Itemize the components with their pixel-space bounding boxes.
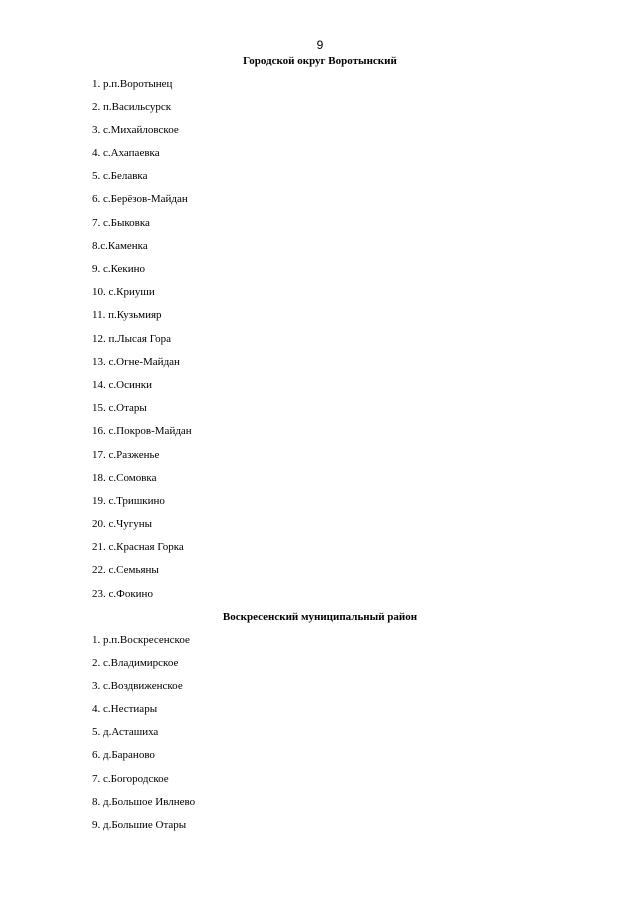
list-item [92,587,640,610]
item-number: 6. [92,193,103,206]
list-item [92,725,640,748]
settlement-name: п.Лысая Гора [108,332,171,345]
item-number: 5. [92,170,103,183]
list-item [92,77,640,100]
section-title: Городской округ Воротынский [243,55,397,67]
item-number: 22. [92,564,109,577]
item-number: 21. [92,541,109,554]
item-number: 19. [92,494,109,507]
settlement-name: д.Бараново [103,749,155,762]
list-item [92,471,640,494]
list-item [92,332,640,355]
settlement-list [0,633,640,842]
settlement-name: д.Асташиха [103,726,159,739]
list-item [92,169,640,192]
list-item [92,563,640,586]
item-number: 7. [92,772,103,785]
settlement-name: с.Разженье [108,448,160,461]
section-title: Воскресенский муниципальный район [222,611,418,623]
item-number: 23. [92,587,109,600]
settlement-name: п.Кузьмияр [108,309,162,322]
list-item [92,633,640,656]
item-number: 16. [92,425,109,438]
settlement-name: с.Осинки [108,378,152,391]
list-item [92,448,640,471]
settlement-name: с.Огне-Майдан [108,355,180,368]
item-number: 8. [92,795,103,808]
settlement-name: с.Богородское [103,772,169,785]
list-item [92,378,640,401]
item-number: 20. [92,518,109,531]
list-item [92,192,640,215]
list-item [92,355,640,378]
item-number: 1. [92,77,103,90]
list-item [92,216,640,239]
item-number: 13. [92,355,109,368]
settlement-name: д.Большое Ивлнево [103,795,196,808]
list-item [92,656,640,679]
item-number: 9. [92,263,103,275]
settlement-name: с.Сомовка [108,471,157,484]
list-item [92,748,640,771]
settlement-name: д.Большие Отары [103,819,187,831]
settlement-name: р.п.Воротынец [103,77,173,90]
settlement-name: с.Чугуны [108,518,153,531]
settlement-name: с.Фокино [108,587,153,600]
item-number: 6. [92,749,103,762]
list-item [92,401,640,424]
item-number: 2. [92,100,103,113]
list-item [92,146,640,169]
list-item [92,239,640,262]
settlement-name: с.Каменка [100,239,148,252]
list-item [92,795,640,818]
item-number: 9. [92,819,103,831]
list-item [92,494,640,517]
settlement-name: с.Владимирское [103,656,179,669]
item-number: 4. [92,703,103,716]
settlement-name: с.Семьяны [108,564,159,577]
settlement-name: с.Белавка [103,170,148,183]
item-number: 2. [92,656,103,669]
list-item [92,818,640,841]
item-number: 17. [92,448,109,461]
item-number: 18. [92,471,109,484]
settlement-name: п.Васильсурск [103,100,172,113]
item-number: 8. [92,239,101,252]
list-item [92,540,640,563]
page-number: 9 [316,38,324,52]
settlement-name: с.Берёзов-Майдан [103,193,188,206]
list-item [92,679,640,702]
settlement-name: с.Криуши [108,286,155,299]
settlement-name: с.Отары [108,402,147,415]
item-number: 5. [92,726,103,739]
list-item [92,262,640,285]
settlement-name: с.Нестиары [103,703,158,716]
list-item [92,100,640,123]
item-number: 15. [92,402,109,415]
settlement-name: с.Покров-Майдан [108,425,192,438]
item-number: 3. [92,123,103,136]
item-number: 7. [92,216,103,229]
settlement-name: с.Кекино [103,263,146,275]
settlement-name: с.Михайловское [103,123,179,136]
list-item [92,123,640,146]
item-number: 1. [92,633,103,646]
list-item [92,285,640,308]
settlement-name: с.Воздвиженское [103,679,183,692]
item-number: 11. [92,309,109,322]
item-number: 12. [92,332,109,345]
section-voskresensky [0,610,640,841]
item-number: 14. [92,378,109,391]
item-number: 4. [92,147,103,160]
settlement-name: с.Ахапаевка [103,147,160,160]
settlement-name: р.п.Воскресенское [103,633,190,646]
item-number: 3. [92,679,103,692]
list-item [92,702,640,725]
item-number: 10. [92,286,109,299]
settlement-name: с.Красная Горка [108,541,184,554]
section-vorotynsky [0,54,640,610]
list-item [92,517,640,540]
settlement-name: с.Тришкино [108,494,165,507]
list-item [92,772,640,795]
settlement-name: с.Быковка [103,216,150,229]
settlement-list [0,77,640,610]
list-item [92,308,640,331]
list-item [92,424,640,447]
